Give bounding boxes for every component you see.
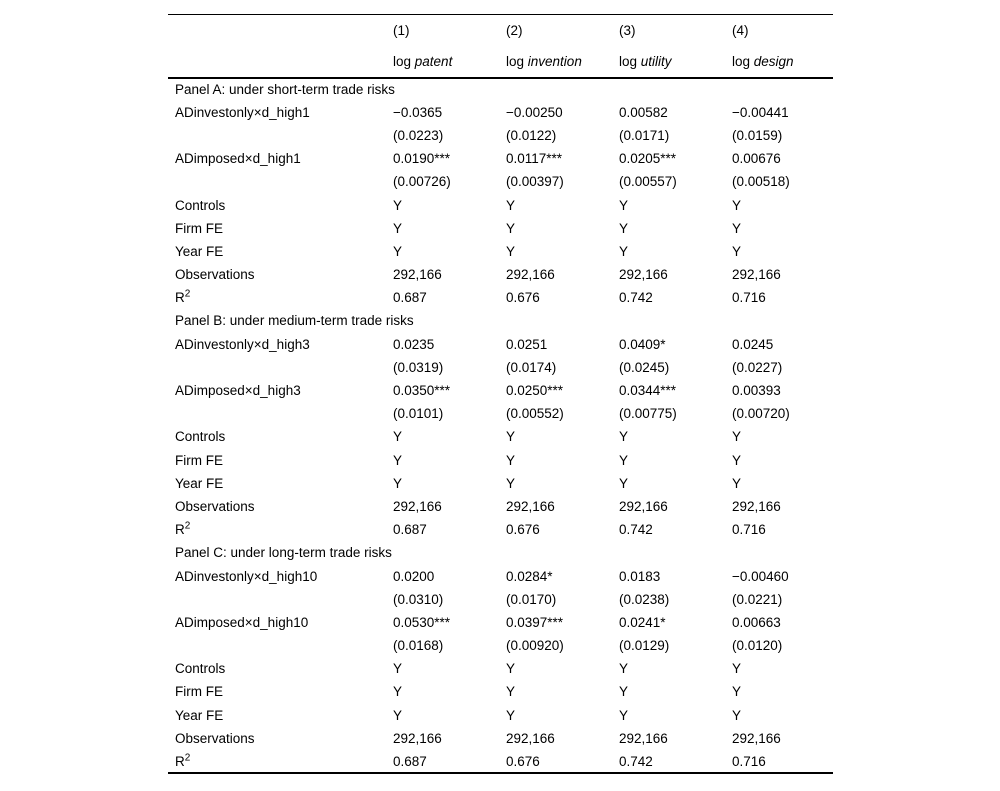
row-label bbox=[168, 124, 393, 147]
row-label-superscript: 2 bbox=[184, 752, 191, 764]
value-cell: 292,166 bbox=[506, 730, 555, 746]
value-cell: 0.0350*** bbox=[393, 383, 451, 399]
value-cell: 0.716 bbox=[732, 522, 766, 538]
value-cell: Y bbox=[732, 429, 742, 445]
value-cell: (0.0129) bbox=[619, 638, 670, 654]
table-body bbox=[168, 78, 833, 774]
row-label: Year FE bbox=[175, 475, 224, 491]
value-cell: (0.0319) bbox=[393, 359, 444, 375]
value-cell: 0.0397*** bbox=[506, 614, 564, 630]
value-cell: (0.00552) bbox=[506, 406, 564, 422]
table-row bbox=[168, 611, 833, 634]
value-cell: Y bbox=[393, 220, 403, 236]
value-cell: 0.687 bbox=[393, 753, 427, 769]
row-label: Firm FE bbox=[175, 684, 223, 700]
value-cell: (0.0174) bbox=[506, 359, 557, 375]
row-label: Observations bbox=[175, 498, 255, 514]
value-cell: 292,166 bbox=[619, 267, 668, 283]
value-cell: (0.00518) bbox=[732, 174, 790, 190]
column-number: (1) bbox=[393, 23, 410, 38]
value-cell: 0.0190*** bbox=[393, 151, 451, 167]
row-label: ADimposed×d_high10 bbox=[175, 614, 309, 630]
panel-title: Panel C: under long-term trade risks bbox=[175, 545, 392, 561]
dependent-variable-row bbox=[168, 46, 833, 78]
value-cell: 0.0235 bbox=[393, 336, 435, 352]
value-cell: Y bbox=[506, 661, 516, 677]
value-cell: (0.00720) bbox=[732, 406, 790, 422]
value-cell: 0.687 bbox=[393, 290, 427, 306]
value-cell: Y bbox=[619, 452, 629, 468]
value-cell: Y bbox=[619, 429, 629, 445]
table-row bbox=[168, 333, 833, 356]
value-cell: Y bbox=[506, 429, 516, 445]
value-cell: −0.0365 bbox=[393, 104, 443, 120]
panel-title: Panel B: under medium-term trade risks bbox=[175, 313, 414, 329]
row-label: ADinvestonly×d_high1 bbox=[175, 104, 310, 120]
header-empty-cell bbox=[168, 15, 393, 47]
table-row bbox=[168, 425, 833, 448]
table-row bbox=[168, 286, 833, 309]
row-label: ADimposed×d_high1 bbox=[175, 151, 301, 167]
row-label-superscript: 2 bbox=[184, 288, 191, 300]
value-cell: 0.00676 bbox=[732, 151, 781, 167]
regression-table-grid bbox=[168, 14, 833, 774]
row-label: Controls bbox=[175, 661, 226, 677]
value-cell: (0.0245) bbox=[619, 359, 670, 375]
value-cell: Y bbox=[506, 197, 516, 213]
dep-var-name: invention bbox=[527, 53, 582, 69]
table-row bbox=[168, 124, 833, 147]
row-label: Observations bbox=[175, 730, 255, 746]
value-cell: 0.00663 bbox=[732, 614, 781, 630]
row-label bbox=[168, 170, 393, 193]
table-row bbox=[168, 680, 833, 703]
value-cell: 292,166 bbox=[732, 267, 781, 283]
row-label bbox=[168, 588, 393, 611]
row-label: Observations bbox=[175, 267, 255, 283]
value-cell: (0.0227) bbox=[732, 359, 783, 375]
value-cell: Y bbox=[393, 707, 403, 723]
value-cell: 0.676 bbox=[506, 522, 540, 538]
dep-var-name: design bbox=[753, 53, 794, 69]
value-cell: 292,166 bbox=[506, 267, 555, 283]
value-cell: 292,166 bbox=[619, 498, 668, 514]
value-cell: Y bbox=[506, 707, 516, 723]
dependent-variable bbox=[619, 46, 732, 78]
value-cell: (0.0120) bbox=[732, 638, 783, 654]
value-cell: Y bbox=[619, 707, 629, 723]
value-cell: 0.0284* bbox=[506, 568, 553, 584]
panel-title-row bbox=[168, 309, 833, 332]
table-row bbox=[168, 657, 833, 680]
value-cell: Y bbox=[732, 661, 742, 677]
table-row bbox=[168, 263, 833, 286]
value-cell: (0.0122) bbox=[506, 127, 557, 143]
value-cell: 292,166 bbox=[393, 730, 442, 746]
value-cell: 292,166 bbox=[393, 267, 442, 283]
value-cell: Y bbox=[393, 475, 403, 491]
table-row bbox=[168, 217, 833, 240]
value-cell: 0.0245 bbox=[732, 336, 774, 352]
value-cell: Y bbox=[732, 243, 742, 259]
value-cell: 0.0344*** bbox=[619, 383, 677, 399]
value-cell: (0.0170) bbox=[506, 591, 557, 607]
value-cell: 292,166 bbox=[732, 498, 781, 514]
table-row bbox=[168, 101, 833, 124]
value-cell: Y bbox=[506, 220, 516, 236]
row-label: Controls bbox=[175, 429, 226, 445]
table-row bbox=[168, 472, 833, 495]
column-number: (3) bbox=[619, 23, 636, 38]
value-cell: 0.676 bbox=[506, 753, 540, 769]
column-number: (4) bbox=[732, 23, 749, 38]
row-label-base: R bbox=[175, 753, 185, 769]
table-row bbox=[168, 750, 833, 773]
panel-title-row bbox=[168, 541, 833, 564]
value-cell: Y bbox=[393, 243, 403, 259]
dep-var-name: utility bbox=[640, 53, 672, 69]
value-cell: (0.0159) bbox=[732, 127, 783, 143]
row-label bbox=[168, 518, 393, 541]
value-cell: (0.0310) bbox=[393, 591, 444, 607]
table-row bbox=[168, 704, 833, 727]
row-label bbox=[168, 286, 393, 309]
value-cell: Y bbox=[732, 452, 742, 468]
value-cell: Y bbox=[393, 661, 403, 677]
value-cell: Y bbox=[619, 661, 629, 677]
value-cell: Y bbox=[732, 197, 742, 213]
value-cell: Y bbox=[393, 452, 403, 468]
row-label: ADimposed×d_high3 bbox=[175, 383, 301, 399]
value-cell: 0.0241* bbox=[619, 614, 666, 630]
value-cell: Y bbox=[619, 197, 629, 213]
table-row bbox=[168, 588, 833, 611]
value-cell: (0.0221) bbox=[732, 591, 783, 607]
value-cell: 292,166 bbox=[393, 498, 442, 514]
value-cell: 0.0117*** bbox=[506, 151, 563, 167]
value-cell: (0.00775) bbox=[619, 406, 677, 422]
value-cell: 0.742 bbox=[619, 753, 653, 769]
value-cell: 0.00582 bbox=[619, 104, 668, 120]
row-label: Year FE bbox=[175, 707, 224, 723]
value-cell: 0.716 bbox=[732, 290, 766, 306]
value-cell: 0.687 bbox=[393, 522, 427, 538]
table-row bbox=[168, 564, 833, 587]
value-cell: Y bbox=[393, 429, 403, 445]
table-row bbox=[168, 495, 833, 518]
value-cell: (0.0238) bbox=[619, 591, 670, 607]
value-cell: 0.0183 bbox=[619, 568, 661, 584]
row-label: Firm FE bbox=[175, 452, 223, 468]
value-cell: (0.0101) bbox=[393, 406, 444, 422]
table-row bbox=[168, 402, 833, 425]
row-label-superscript: 2 bbox=[184, 520, 191, 532]
value-cell: Y bbox=[619, 243, 629, 259]
row-label bbox=[168, 750, 393, 773]
table-row bbox=[168, 634, 833, 657]
table-row bbox=[168, 240, 833, 263]
dependent-variable bbox=[506, 46, 619, 78]
table-row bbox=[168, 193, 833, 216]
value-cell: −0.00460 bbox=[732, 568, 789, 584]
value-cell: Y bbox=[506, 684, 516, 700]
dep-var-prefix: log bbox=[393, 53, 412, 69]
value-cell: (0.0171) bbox=[619, 127, 670, 143]
value-cell: Y bbox=[732, 684, 742, 700]
table-row bbox=[168, 170, 833, 193]
value-cell: Y bbox=[619, 475, 629, 491]
value-cell: 0.0205*** bbox=[619, 151, 677, 167]
value-cell: Y bbox=[619, 684, 629, 700]
row-label bbox=[168, 634, 393, 657]
dependent-variable bbox=[393, 46, 506, 78]
header-empty-cell bbox=[168, 46, 393, 78]
value-cell: Y bbox=[393, 684, 403, 700]
value-cell: 0.0251 bbox=[506, 336, 548, 352]
row-label: Controls bbox=[175, 197, 226, 213]
value-cell: (0.0168) bbox=[393, 638, 444, 654]
row-label-base: R bbox=[175, 522, 185, 538]
table-row bbox=[168, 449, 833, 472]
row-label bbox=[168, 356, 393, 379]
table-row bbox=[168, 147, 833, 170]
value-cell: 0.00393 bbox=[732, 383, 781, 399]
value-cell: 0.0200 bbox=[393, 568, 435, 584]
table-row bbox=[168, 379, 833, 402]
table-row bbox=[168, 727, 833, 750]
row-label-base: R bbox=[175, 290, 185, 306]
column-number-row bbox=[168, 15, 833, 47]
value-cell: 0.0250*** bbox=[506, 383, 564, 399]
dep-var-prefix: log bbox=[732, 53, 751, 69]
table-header bbox=[168, 15, 833, 78]
dep-var-prefix: log bbox=[506, 53, 525, 69]
row-label bbox=[168, 402, 393, 425]
value-cell: 0.742 bbox=[619, 522, 653, 538]
value-cell: 292,166 bbox=[506, 498, 555, 514]
dep-var-name: patent bbox=[414, 53, 453, 69]
value-cell: (0.00397) bbox=[506, 174, 564, 190]
value-cell: −0.00441 bbox=[732, 104, 789, 120]
column-number: (2) bbox=[506, 23, 523, 38]
dep-var-prefix: log bbox=[619, 53, 638, 69]
value-cell: Y bbox=[619, 220, 629, 236]
row-label: ADinvestonly×d_high3 bbox=[175, 336, 310, 352]
value-cell: 0.0530*** bbox=[393, 614, 451, 630]
table-row bbox=[168, 356, 833, 379]
table-row bbox=[168, 518, 833, 541]
value-cell: Y bbox=[506, 243, 516, 259]
row-label: ADinvestonly×d_high10 bbox=[175, 568, 318, 584]
panel-title-row bbox=[168, 78, 833, 101]
value-cell: (0.00920) bbox=[506, 638, 564, 654]
value-cell: −0.00250 bbox=[506, 104, 563, 120]
value-cell: Y bbox=[732, 220, 742, 236]
value-cell: 0.676 bbox=[506, 290, 540, 306]
value-cell: (0.00726) bbox=[393, 174, 451, 190]
panel-title: Panel A: under short-term trade risks bbox=[175, 82, 395, 98]
value-cell: (0.0223) bbox=[393, 127, 444, 143]
value-cell: 0.716 bbox=[732, 753, 766, 769]
value-cell: 0.0409* bbox=[619, 336, 666, 352]
value-cell: Y bbox=[506, 452, 516, 468]
value-cell: (0.00557) bbox=[619, 174, 677, 190]
value-cell: Y bbox=[506, 475, 516, 491]
value-cell: 292,166 bbox=[619, 730, 668, 746]
row-label: Year FE bbox=[175, 243, 224, 259]
value-cell: Y bbox=[732, 707, 742, 723]
value-cell: Y bbox=[732, 475, 742, 491]
regression-table bbox=[168, 14, 833, 774]
value-cell: 0.742 bbox=[619, 290, 653, 306]
dependent-variable bbox=[732, 46, 833, 78]
value-cell: 292,166 bbox=[732, 730, 781, 746]
row-label: Firm FE bbox=[175, 220, 223, 236]
value-cell: Y bbox=[393, 197, 403, 213]
